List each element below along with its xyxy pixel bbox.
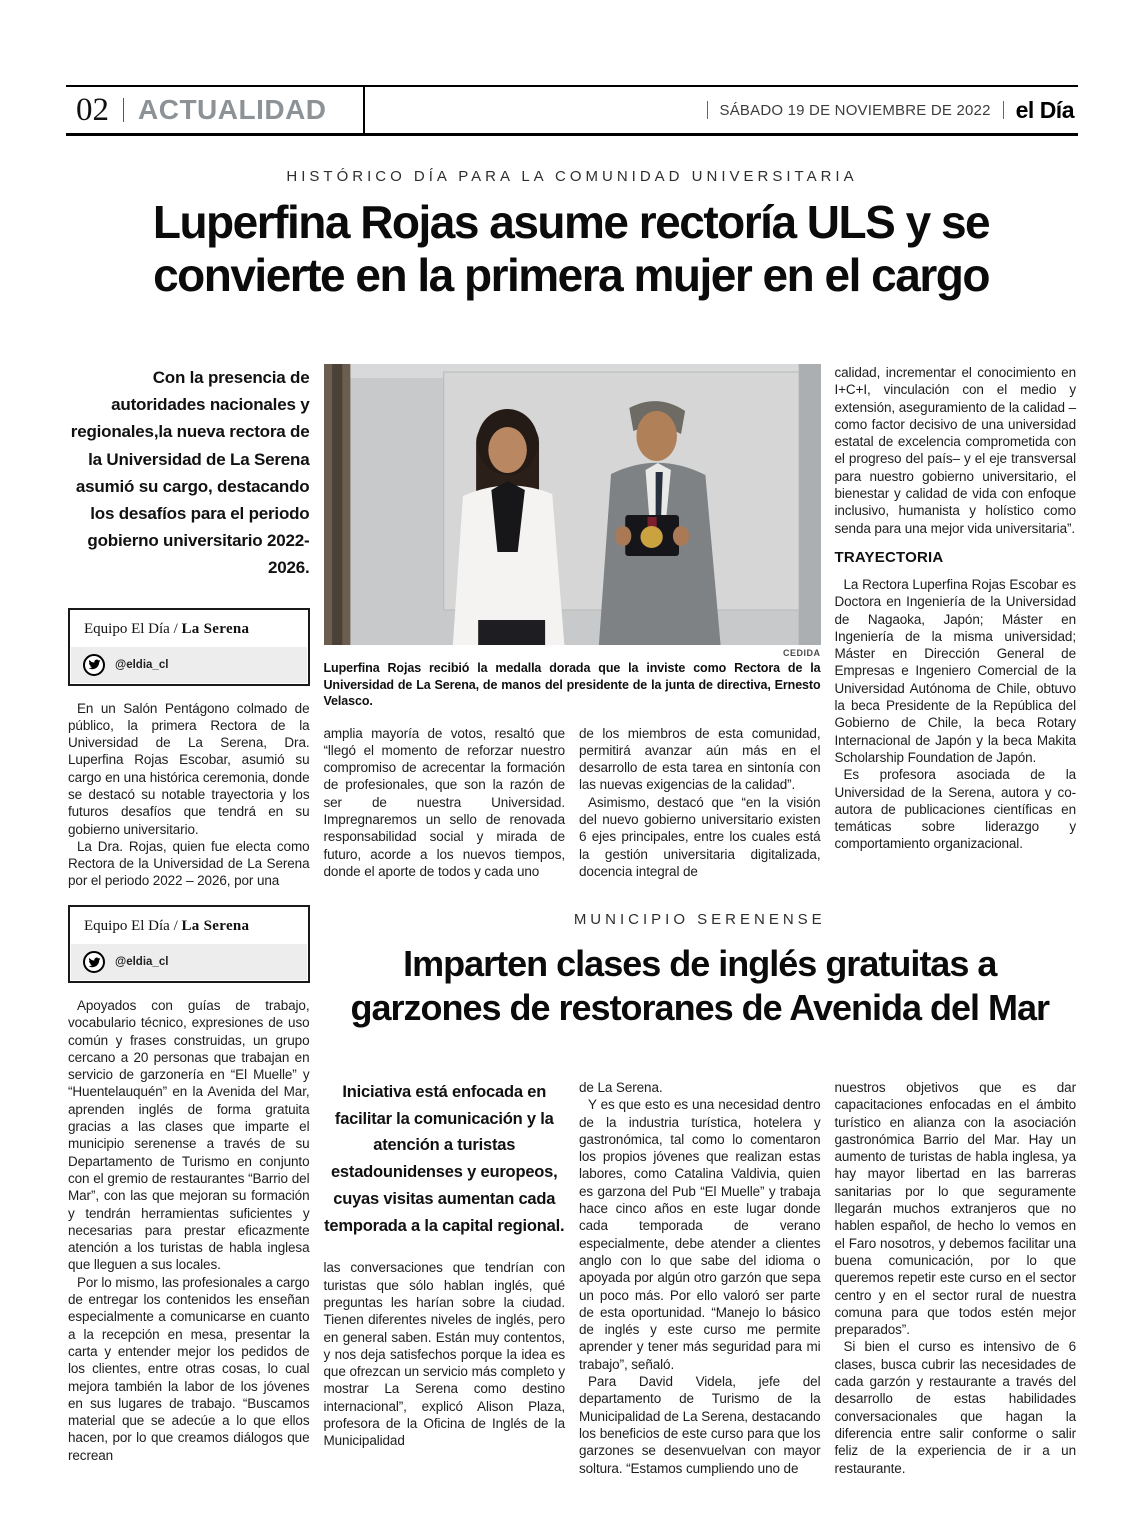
article1-figure	[324, 364, 821, 710]
byline-social-strip	[71, 944, 307, 980]
body-paragraph: Por lo mismo, las profesionales a cargo de entregar los contenidos les enseñan especialmente a comunicarse en cuanto a la recepción en mesa, presentar la carta y entender mejor los pedidos de los clientes, entre otras cosas, lo cual mejora también la labor de los jóvenes en sus lugares de trabajo. “Buscamos material que se adecúe a lo que ellos hacen, por lo que creamos diálogos que recrean	[68, 1274, 310, 1463]
twitter-handle: @eldia_cl	[115, 658, 169, 671]
issue-date: SÁBADO 19 DE NOVIEMBRE DE 2022	[719, 101, 991, 119]
article2-lead: Iniciativa está enfocada en facilitar la comunicación y la atención a turistas estadounidenses y europeos, cuyas visitas aumentan cada temporada a la capital regional.	[324, 1083, 565, 1235]
article2-column3	[579, 1079, 821, 1477]
byline-box	[68, 905, 310, 983]
photo-caption: Luperfina Rojas recibió la medalla dorada que la inviste como Rectora de la Universidad de La Serena, de manos del presidente de la junta de directiva, Ernesto Velasco.	[323, 661, 821, 708]
article2-head	[324, 905, 1077, 1065]
masthead-divider	[123, 98, 124, 122]
twitter-icon	[83, 654, 105, 676]
brand-divider	[1003, 101, 1004, 119]
byline-box	[68, 608, 310, 686]
article1-column4	[835, 364, 1077, 890]
twitter-icon	[83, 951, 105, 973]
article1-column3	[579, 725, 821, 881]
section-title: ACTUALIDAD	[138, 94, 327, 125]
article-photo	[324, 364, 821, 645]
byline-place: La Serena	[181, 620, 250, 637]
article1-column1	[68, 364, 310, 890]
body-paragraph: las conversaciones que tendrían con turistas que sólo hablan inglés, qué preguntas les harían sobre la ciudad. Tienen diferentes niveles de inglés, pero en general saben. Están muy contentos, y nos deja satisfechos porque la idea es que ofrezcan un servicio más completo y mostrar La Serena como destino internacional”, explicó Alison Plaza, profesora de la Oficina de Inglés de la Municipalidad	[323, 1260, 565, 1449]
article2-column1	[68, 905, 310, 1477]
body-paragraph: Es profesora asociada de la Universidad de la Serena, autora y co-autora de publicaciones científicas en temáticas sobre liderazgo y comportamiento organizacional.	[834, 767, 1076, 852]
article1-headline	[40, 196, 1102, 303]
body-paragraph: nuestros objetivos que es dar capacitaciones enfocadas en el ámbito turístico en alianza con la asociación gastronómica Barrio del Mar. Hay un aumento de turistas de habla inglesa, ya hay mayor libertad en las barreras sanitarias por lo que seguramente llegarán muchos extranjeros que no hablen español, de hecho lo vemos en el Faro nosotros, y debemos facilitar una buena comunicación, por lo que queremos repetir este curso en el sector centro y en el sector rural de nuestra comuna para que todos estén mejor preparados”.	[834, 1080, 1076, 1338]
body-paragraph: Apoyados con guías de trabajo, vocabulario técnico, expresiones de uso común y frases construidas, un grupo cercano a 20 personas que trabajan en servicio de garzonería en “El Muelle” y “Huentelauquén” en la Avenida del Mar, aprenden inglés de forma gratuita gracias a las clases que imparte el municipio serenense a través de su Departamento de Turismo en conjunto con el gremio de restaurantes “Barrio del Mar”, con las que mejoran su formación y tendrán herramientas suficientes y necesarias para prestar eficazmente atención a los turistas de habla inglesa que lleguen a sus locales.	[68, 998, 310, 1273]
article1-headline-line2: convierte en la primera mujer en el cargo	[153, 249, 989, 302]
article1-kicker: HISTÓRICO DÍA PARA LA COMUNIDAD UNIVERSITARIA	[286, 168, 858, 185]
article2-body	[68, 905, 1076, 1477]
subhead-trayectoria: TRAYECTORIA	[834, 548, 944, 566]
body-paragraph: La Rectora Luperfina Rojas Escobar es Doctora en Ingeniería de la Universidad de Nagaoka, Japón; Máster en Ingeniería de la misma universidad; Máster en Dirección General de Empresas e Ingeniero Comercial de la Universidad Autónoma de Chile, obtuvo la beca Presidente de la República del Gobierno de Chile, la beca Rotary Internacional de Japón y la beca Makita Scholarship Foundation de Japón.	[834, 576, 1076, 765]
article1-lead: Con la presencia de autoridades nacionales y regionales,la nueva rectora de la Universidad de La Serena asumió su cargo, destacando los desafíos para el periodo gobierno universitario 2022-2026.	[70, 368, 310, 578]
article1-body	[68, 364, 1076, 890]
article2-headline-line1: Imparten clases de inglés gratuitas a	[403, 943, 997, 984]
page-number: 02	[76, 91, 109, 128]
article1-middle	[324, 364, 821, 890]
body-paragraph: En un Salón Pentágono colmado de público, la primera Rectora de la Universidad de La Serena, Dra. Luperfina Rojas Escobar, asumió su cargo en una histórica ceremonia, donde se destacó su notable trayectoria y los futuros desafíos que tendrá en su gobierno universitario.	[68, 700, 310, 837]
article1-middle-columns	[324, 725, 821, 881]
body-paragraph: de los miembros de esta comunidad, permitirá avanzar aún más en el desarrollo de esta tarea en sintonía con las nuevas exigencias de la calidad”.	[579, 725, 821, 793]
article2-column2	[324, 1079, 566, 1477]
article2-kicker: MUNICIPIO SERENENSE	[573, 911, 826, 928]
masthead-right	[707, 97, 1078, 124]
body-paragraph: calidad, incrementar el conocimiento en I+C+I, vinculación con el medio y extensión, aseguramiento de la calidad –como factor decisivo de una universidad estatal de excelencia comprometida con el progreso del país– y el eje transversal para nuestro gobierno universitario, el bienestar y calidad de vida con enfoque inclusivo, humanista y holístico como senda para una mejor vida universitaria”.	[834, 365, 1076, 536]
date-divider	[707, 101, 708, 119]
figure-caption-wrap	[324, 648, 821, 710]
masthead	[66, 85, 1078, 136]
article1-headline-line1: Luperfina Rojas asume rectoría ULS y se	[152, 196, 990, 248]
masthead-vertical-rule	[363, 87, 365, 133]
byline-social-strip	[71, 647, 307, 683]
byline-team	[70, 907, 308, 944]
twitter-handle: @eldia_cl	[115, 956, 169, 968]
byline-place: La Serena	[181, 918, 250, 934]
byline-team	[70, 610, 308, 647]
body-paragraph: La Dra. Rojas, quien fue electa como Rectora de la Universidad de La Serena por el periodo 2022 – 2026, por una	[68, 838, 310, 889]
photo-credit: CEDIDA	[782, 648, 821, 658]
article2-headline-line2: garzones de restoranes de Avenida del Mar	[350, 986, 1050, 1028]
body-paragraph: amplia mayoría de votos, resaltó que “llegó el momento de reforzar nuestro compromiso de acrecentar la formación de profesionales, que son la razón de ser de nuestra Universidad. Impregnaremos un sello de renovada responsabilidad social y mirada de futuro, acorde a los nuevos tiempos, donde el aporte de todos y cada uno	[323, 725, 565, 879]
article2-column4	[835, 1079, 1077, 1477]
byline-team-label: Equipo El Día /	[84, 620, 178, 637]
body-paragraph: Y es que esto es una necesidad dentro de la industria turística, hotelera y gastronómica, tal como lo comentaron los propios jóvenes que realizan estas labores, como Catalina Valdivia, quien es garzona del Pub “El Muelle” y trabaja hace cinco años en este lugar donde cada temporada de verano especialmente, debe atender a clientes anglo con lo que sabe del idioma o apoyada por algún otro garzón que sepa un poco más. Por ello valoró ser parte de esta oportunidad. “Manejo lo básico de inglés y este curso me permite aprender y tener más seguridad para mi trabajo”, señaló.	[579, 1097, 821, 1372]
article2-headline	[324, 942, 1077, 1030]
body-paragraph: de La Serena.	[579, 1080, 663, 1095]
body-paragraph: Para David Videla, jefe del departamento de Turismo de la Municipalidad de La Serena, destacando los beneficios de este curso para que los garzones se desenvuelvan con mayor soltura. “Estamos cumpliendo uno de	[579, 1374, 821, 1476]
article1-column2	[324, 725, 566, 881]
body-paragraph: Si bien el curso es intensivo de 6 clases, busca cubrir las necesidades de cada garzón y restaurante a través del desarrollo de estas habilidades conversacionales que hagan la diferencia entre salir conforme o salir feliz de la experiencia de ir a un restaurante.	[834, 1339, 1076, 1476]
brand-logo: el Día	[1015, 96, 1074, 123]
body-paragraph: Asimismo, destacó que “en la visión del nuevo gobierno universitario existen 6 ejes principales, entre los cuales está la gestión universitaria digitalizada, docencia integral de	[579, 794, 821, 879]
byline-team-label: Equipo El Día /	[84, 918, 178, 934]
